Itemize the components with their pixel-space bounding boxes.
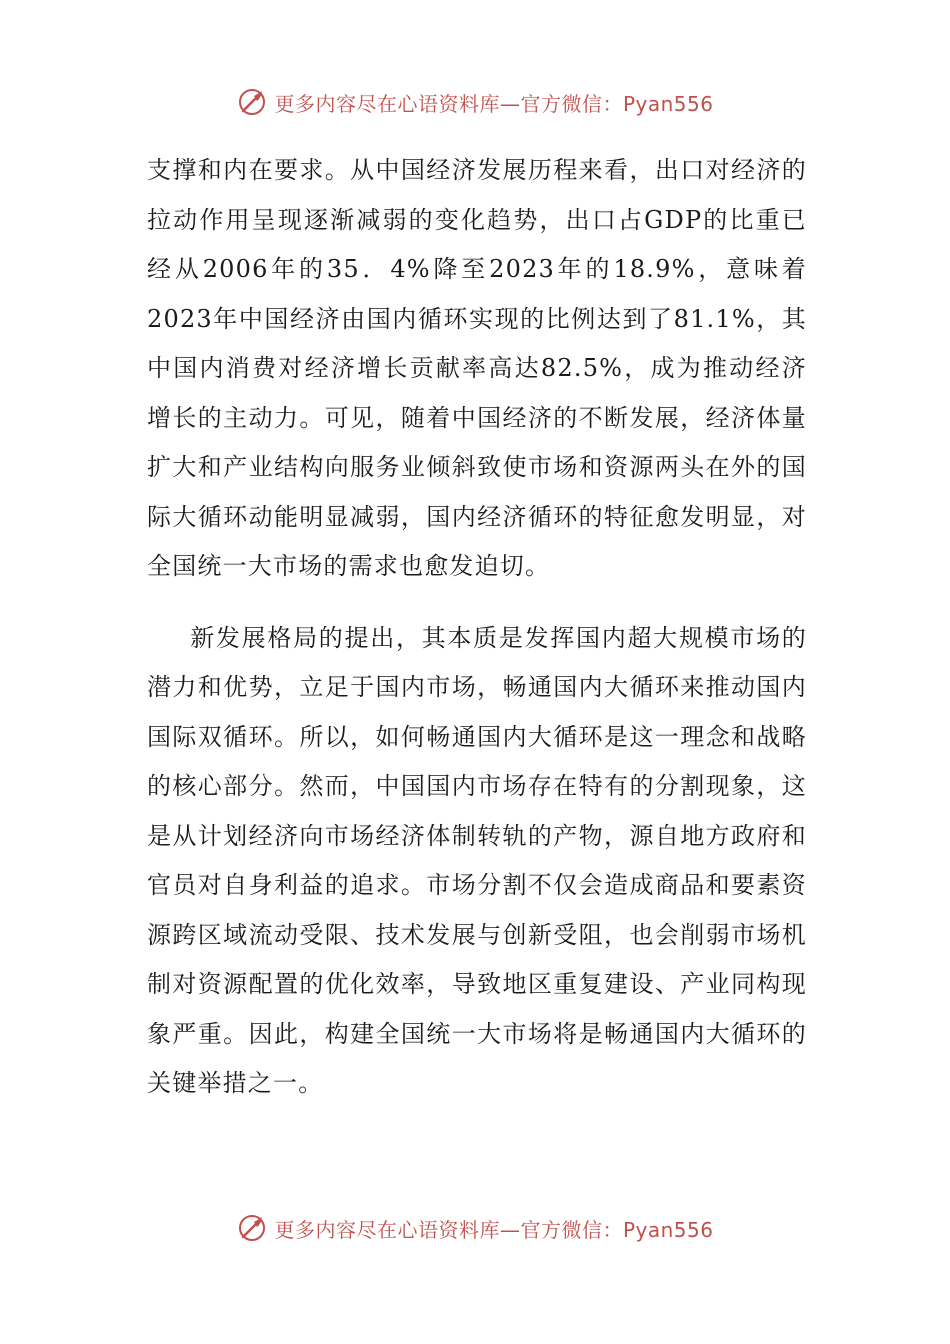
paragraph-1: 支撑和内在要求。从中国经济发展历程来看，出口对经济的拉动作用呈现逐渐减弱的变化趋势，出口占GDP的比重已经从2006年的35．4%降至2023年的18.9%，意味着2023年中国经济由国内循环实现的比例达到了81.1%，其中国内消费对经济增长贡献率高达82.5%，成为推动经济增长的主动力。可见，随着中国经济的不断发展，经济体量扩大和产业结构向服务业倾斜致使市场和资源两头在外的国际大循环动能明显减弱，国内经济循环的特征愈发明显，对全国统一大市场的需求也愈发迫切。 [147,156,807,580]
quill-seal-logo-icon [236,86,268,118]
header-watermark [0,86,950,118]
watermark-text: 更多内容尽在心语资料库—官方微信：Pyan556 [274,91,714,116]
paragraph-2: 新发展格局的提出，其本质是发挥国内超大规模市场的潜力和优势，立足于国内市场，畅通国内大循环来推动国内国际双循环。所以，如何畅通国内大循环是这一理念和战略的核心部分。然而，中国国内市场存在特有的分割现象，这是从计划经济向市场经济体制转轨的产物，源自地方政府和官员对自身利益的追求。市场分割不仅会造成商品和要素资源跨区域流动受限、技术发展与创新受阻，也会削弱市场机制对资源配置的优化效率，导致地区重复建设、产业同构现象严重。因此，构建全国统一大市场将是畅通国内大循环的关键举措之一。 [147,623,807,1097]
quill-seal-logo-icon [236,1212,268,1244]
footer-watermark [0,1212,950,1244]
watermark-text: 更多内容尽在心语资料库—官方微信：Pyan556 [274,1217,714,1242]
document-body [147,146,807,1109]
